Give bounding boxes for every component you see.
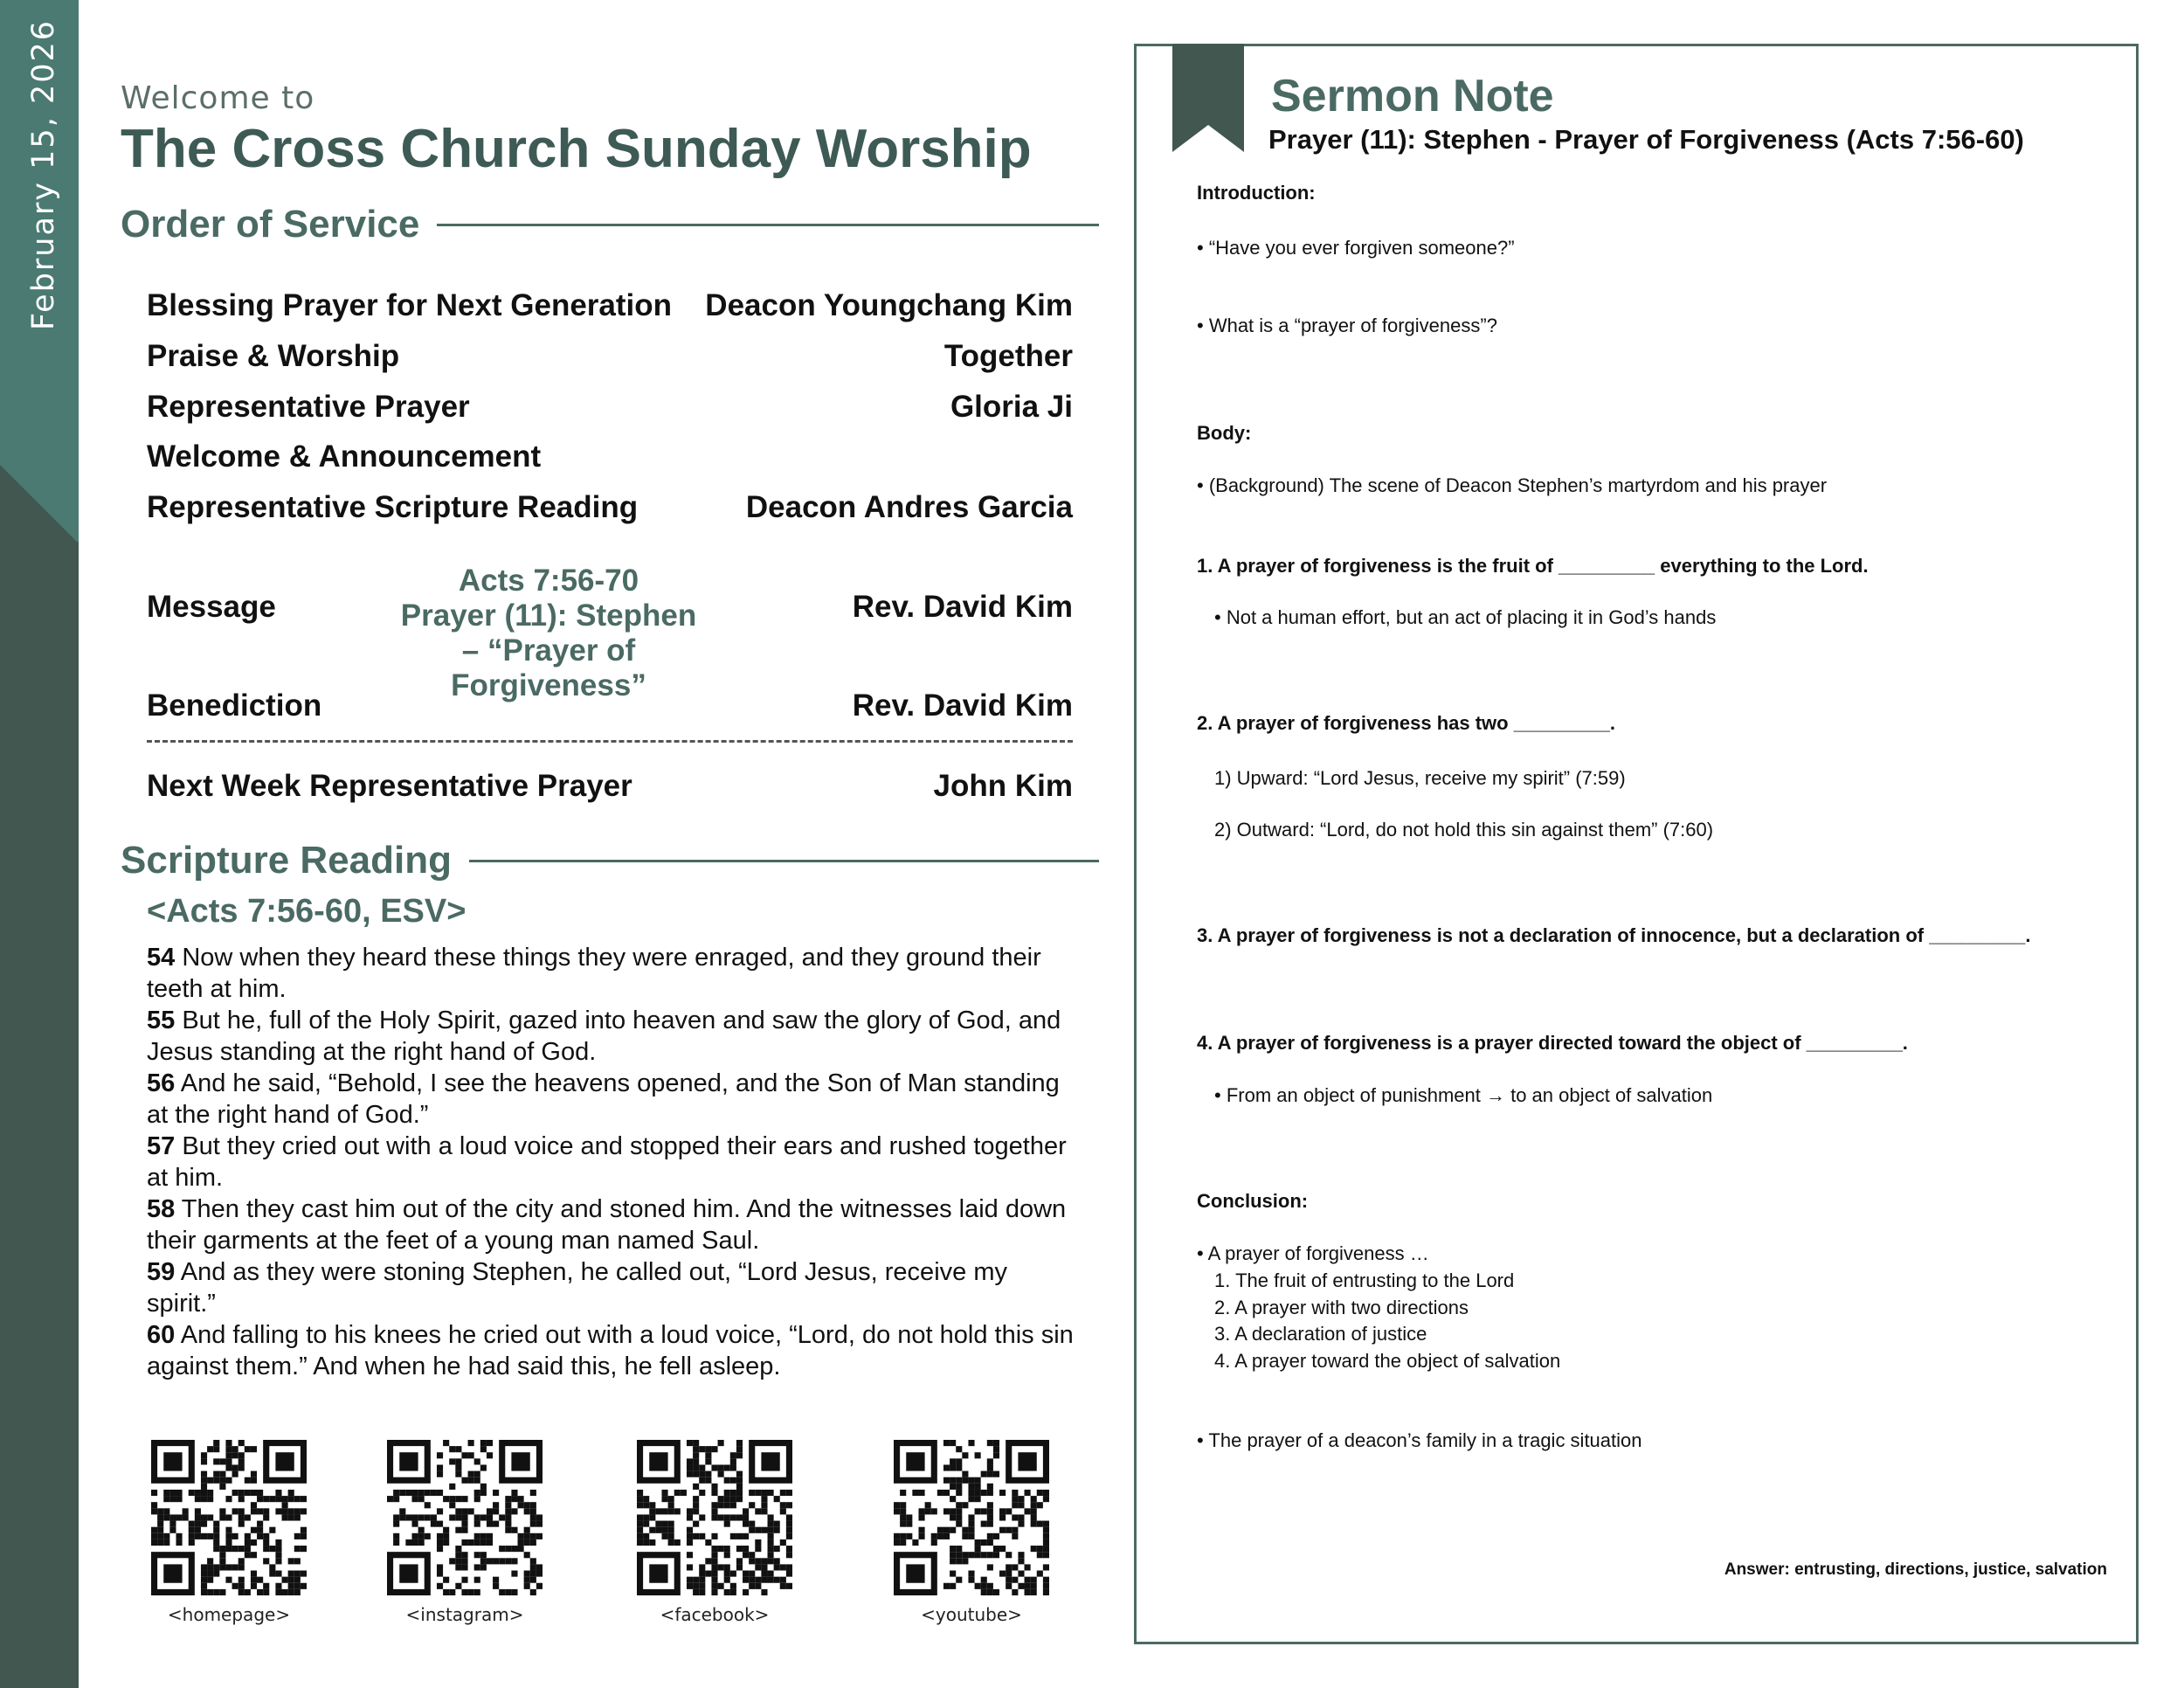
service-item-name: Message [147,590,276,624]
scripture-reading-heading-text: Scripture Reading [121,839,452,882]
service-item-name: Next Week Representative Prayer [147,769,632,803]
message-title: Prayer (11): Stephen [400,598,697,633]
note-line: • The prayer of a deacon’s family in a tragic situation [1197,1429,1642,1451]
answer-key: Answer: entrusting, directions, justice, salvation [1724,1560,2107,1579]
service-item-person: Together [943,339,1073,373]
message-subtitle: – “Prayer of Forgiveness” [451,633,646,702]
service-item-name: Welcome & Announcement [147,439,542,474]
heading-rule [469,860,1099,862]
qr-label: <facebook> [660,1604,770,1625]
scripture-text [147,942,1082,1382]
qr-code-icon [387,1440,543,1595]
note-line: 2. A prayer with two directions [1214,1297,1469,1318]
note-line: 2) Outward: “Lord, do not hold this sin against them” (7:60) [1214,819,1714,841]
qr-facebook[interactable] [627,1440,802,1625]
note-line: • What is a “prayer of forgiveness”? [1197,315,1497,336]
service-item-name: Praise & Worship [147,339,400,373]
sermon-note-title: Sermon Note [1271,71,1554,121]
service-item-name: Representative Scripture Reading [147,490,639,524]
note-line: • Not a human effort, but an act of placing it in God’s hands [1214,606,1717,628]
note-line: • A prayer of forgiveness … [1197,1242,1429,1264]
verse-number: 54 [147,944,176,972]
service-item-person: Rev. David Kim [852,590,1073,624]
qr-youtube[interactable] [884,1440,1059,1625]
message-reference: Acts 7:56-70 [458,564,639,598]
scripture-verse [147,1256,1082,1319]
welcome-text: Welcome to [121,80,315,116]
scripture-verse [147,942,1082,1005]
note-point: 4. A prayer of forgiveness is a prayer directed toward the object of _________. [1197,1032,1908,1054]
qr-label: <youtube> [921,1604,1022,1625]
note-point: 1. A prayer of forgiveness is the fruit of _________ everything to the Lord. [1197,555,1869,577]
verse-text: Now when they heard these things they were enraged, and they ground their teeth at him. [147,944,1041,1003]
qr-code-icon [151,1440,307,1595]
scripture-verse [147,1131,1082,1193]
dashed-divider [147,740,1073,743]
note-line: 4. A prayer toward the object of salvation [1214,1350,1561,1372]
qr-instagram[interactable] [377,1440,552,1625]
order-of-service-heading [121,203,1099,246]
verse-number: 59 [147,1258,176,1286]
page-title: The Cross Church Sunday Worship [121,119,1032,179]
note-line: 1) Upward: “Lord Jesus, receive my spirit” (7:59) [1214,767,1626,789]
service-date: February 15, 2026 [26,18,61,331]
verse-number: 57 [147,1132,176,1160]
note-point: 3. A prayer of forgiveness is not a declaration of innocence, but a declaration of _________. [1197,924,2031,946]
verse-text: But they cried out with a loud voice and stopped their ears and rushed together at him. [147,1132,1067,1192]
verse-text: And falling to his knees he cried out with a loud voice, “Lord, do not hold this sin against them.” And when he had said this, he fell asleep. [147,1321,1074,1380]
verse-number: 60 [147,1321,176,1349]
scripture-verse [147,1319,1082,1382]
note-line: • “Have you ever forgiven someone?” [1197,237,1515,259]
service-item-name: Benediction [147,688,322,723]
service-item-name: Blessing Prayer for Next Generation [147,288,673,322]
message-details [383,564,715,703]
service-item-person: Gloria Ji [950,390,1073,424]
verse-text: Then they cast him out of the city and stoned him. And the witnesses laid down their garments at the feet of a young man named Saul. [147,1195,1067,1255]
service-item-name: Representative Prayer [147,390,470,424]
scripture-verse [147,1193,1082,1256]
scripture-reading-heading [121,839,1099,882]
body-label: Body: [1197,422,1252,444]
qr-code-icon [637,1440,792,1595]
scripture-verse [147,1068,1082,1131]
verse-text: But he, full of the Holy Spirit, gazed into heaven and saw the glory of God, and Jesus standing at the right hand of God. [147,1007,1061,1066]
order-of-service-heading-text: Order of Service [121,203,420,246]
qr-homepage[interactable] [142,1440,316,1625]
verse-text: And as they were stoning Stephen, he called out, “Lord Jesus, receive my spirit.” [147,1258,1007,1318]
verse-number: 58 [147,1195,176,1223]
note-point: 2. A prayer of forgiveness has two _________. [1197,712,1615,734]
verse-number: 55 [147,1007,176,1034]
service-item-person: Rev. David Kim [852,688,1073,723]
qr-label: <homepage> [167,1604,291,1625]
verse-number: 56 [147,1069,176,1097]
note-line: 1. The fruit of entrusting to the Lord [1214,1269,1515,1291]
scripture-verse [147,1005,1082,1068]
heading-rule [437,224,1099,226]
verse-text: And he said, “Behold, I see the heavens opened, and the Son of Man standing at the right hand of God.” [147,1069,1060,1129]
sermon-note-panel [1134,44,2139,1644]
qr-code-icon [894,1440,1049,1595]
side-band [0,0,79,1688]
note-line: • From an object of punishment → to an object of salvation [1214,1084,1713,1106]
service-item-person: John Kim [933,769,1073,803]
service-item-person: Deacon Andres Garcia [745,490,1073,524]
service-item-person: Deacon Youngchang Kim [705,288,1073,322]
note-line: • (Background) The scene of Deacon Stephen’s martyrdom and his prayer [1197,474,1828,496]
conclusion-label: Conclusion: [1197,1190,1309,1212]
note-line: 3. A declaration of justice [1214,1323,1427,1345]
sermon-note-subtitle: Prayer (11): Stephen - Prayer of Forgiveness (Acts 7:56-60) [1268,124,2024,155]
introduction-label: Introduction: [1197,182,1316,204]
qr-label: <instagram> [405,1604,524,1625]
scripture-reference: <Acts 7:56-60, ESV> [147,893,467,930]
